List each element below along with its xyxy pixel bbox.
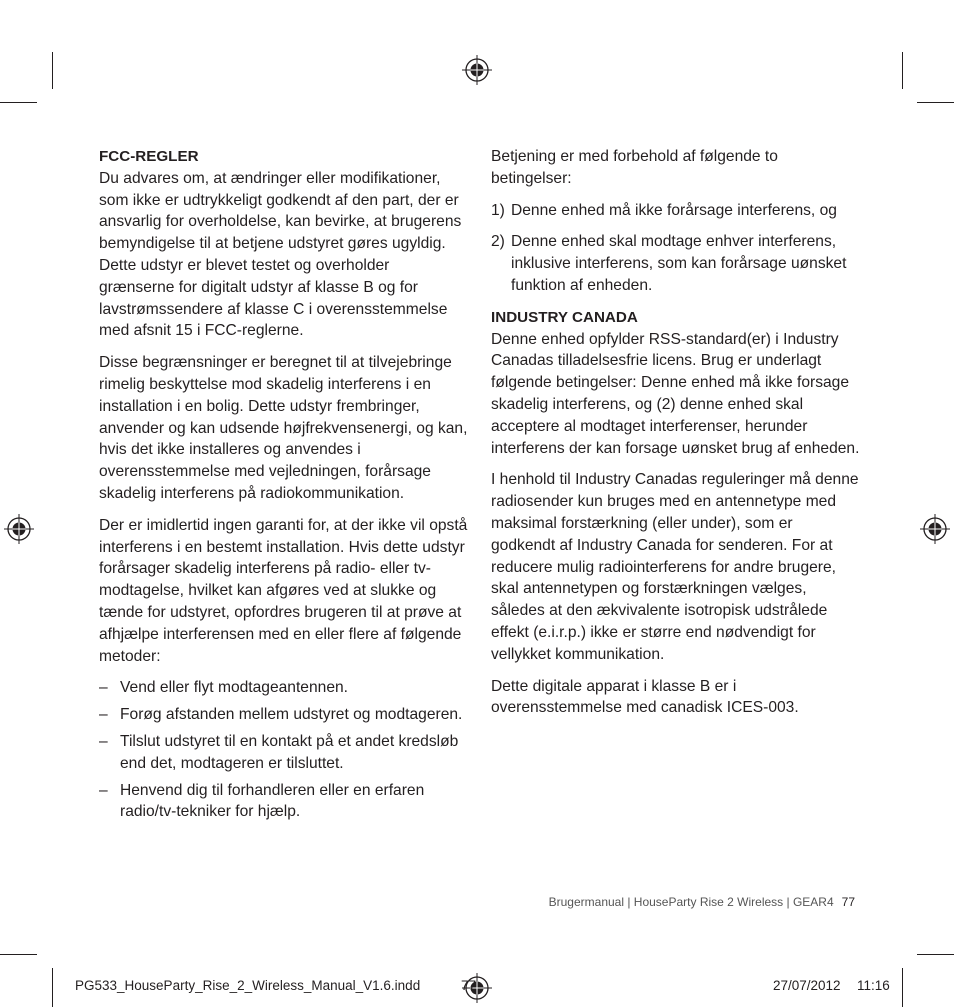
dash-bullet: – [99, 706, 108, 724]
slug-page: 77 [461, 978, 477, 993]
crop-mark [0, 102, 37, 103]
left-column [99, 146, 469, 833]
fcc-section [99, 146, 469, 342]
fcc-heading: FCC-REGLER [99, 148, 199, 165]
list-item: 1) Denne enhed må ikke forårsage interferens, og [491, 200, 861, 222]
list-number: 2) [491, 233, 505, 251]
page-number: 77 [841, 895, 855, 909]
fcc-paragraph-1: Du advares om, at ændringer eller modifikationer, som ikke er udtrykkeligt godkendt af den part, der er ansvarlig for overholdelse, kan bevirke, at brugerens bemyndigelse til at betjene udstyret gøres ugyldig. Dette udstyr er blevet testet og overholder grænserne for digitalt udstyr af klasse B og for lavstrømssendere af klasse C i overensstemmelse med afsnit 15 i FCC-reglerne. [99, 169, 462, 340]
fcc-paragraph-2: Disse begrænsninger er beregnet til at tilvejebringe rimelig beskyttelse mod skadelig interferens i en installation i en bolig. Dette udstyr frembringer, anvender og kan udsende højfrekvensenergi, og kan, hvis det ikke installeres og anvendes i overensstemmelse med vejledningen, forårsage skadelig interferens på radiokommunikation. [99, 354, 468, 502]
industry-canada-paragraph-3: Dette digitale apparat i klasse B er i overensstemmelse med canadisk ICES-003. [491, 677, 799, 717]
list-item: – Vend eller flyt modtageantennen. [99, 677, 469, 699]
slug-date: 27/07/2012 [773, 978, 841, 993]
industry-canada-heading: INDUSTRY CANADA [491, 308, 638, 326]
crop-mark [0, 954, 37, 955]
crop-mark [917, 102, 954, 103]
remedy-list [99, 677, 469, 823]
footer-text: Brugermanual | HouseParty Rise 2 Wireless | GEAR4 [548, 895, 834, 909]
dash-bullet: – [99, 781, 108, 799]
list-item: – Forøg afstanden mellem udstyret og modtageren. [99, 704, 469, 726]
fcc-paragraph-3: Der er imidlertid ingen garanti for, at der ikke vil opstå interferens i en bestemt installation. Hvis dette udstyr forårsager skadelig interferens på radio- eller tv-modtagelse, hvilket kan afgøres ved at slukke og tænde for udstyret, opfordres brugeren til at prøve at afhjælpe interferensen med en eller flere af følgende metoder: [99, 516, 468, 665]
industry-canada-paragraph-1: Denne enhed opfylder RSS-standard(er) i Industry Canadas tilladelsesfrie licens. Brug er underlagt følgende betingelser: Denne enhed må ikke forsage skadelig interferens, og (2) denne enhed skal acceptere al modtaget interferenser, herunder interferens der kan forsage uønsket brug af enheden. [491, 330, 860, 457]
list-item: 2) Denne enhed skal modtage enhver interferens, inklusive interferens, som kan forårsage uønsket funktion af enheden. [491, 233, 847, 294]
list-number: 1) [491, 201, 505, 219]
industry-canada-paragraph-2: I henhold til Industry Canadas reguleringer må denne radiosender kun bruges med en antennetype med maksimal forstærkning (eller under), som er godkendt af Industry Canada for senderen. For at reducere mulig radiointerferens for andre brugere, skal antennetypen og forstærkningen vælges, således at den ækvivalente isotropisk udstrålede effekt (e.i.r.p.) ikke er større end nødvendigt for vellykket kommunikation. [491, 471, 859, 663]
conditions-list [491, 200, 861, 297]
crop-mark [52, 968, 53, 1007]
crop-mark [52, 52, 53, 89]
crop-mark [917, 954, 954, 955]
slug-filename: PG533_HouseParty_Rise_2_Wireless_Manual_V1.6.indd [75, 978, 421, 993]
registration-mark-icon [920, 514, 950, 544]
page-footer [549, 895, 855, 909]
registration-mark-icon [462, 55, 492, 85]
crop-mark [902, 52, 903, 89]
registration-mark-icon [4, 514, 34, 544]
conditions-intro: Betjening er med forbehold af følgende to betingelser: [491, 148, 778, 187]
industry-canada-section [491, 307, 861, 460]
dash-bullet: – [99, 679, 108, 697]
right-column [491, 146, 861, 729]
list-item: – Tilslut udstyret til en kontakt på et andet kredsløb end det, modtageren er tilsluttet. [99, 732, 459, 772]
crop-mark [902, 968, 903, 1007]
slug-time: 11:16 [857, 978, 890, 993]
list-item: – Henvend dig til forhandleren eller en erfaren radio/tv-tekniker for hjælp. [99, 781, 425, 821]
dash-bullet: – [99, 732, 108, 750]
